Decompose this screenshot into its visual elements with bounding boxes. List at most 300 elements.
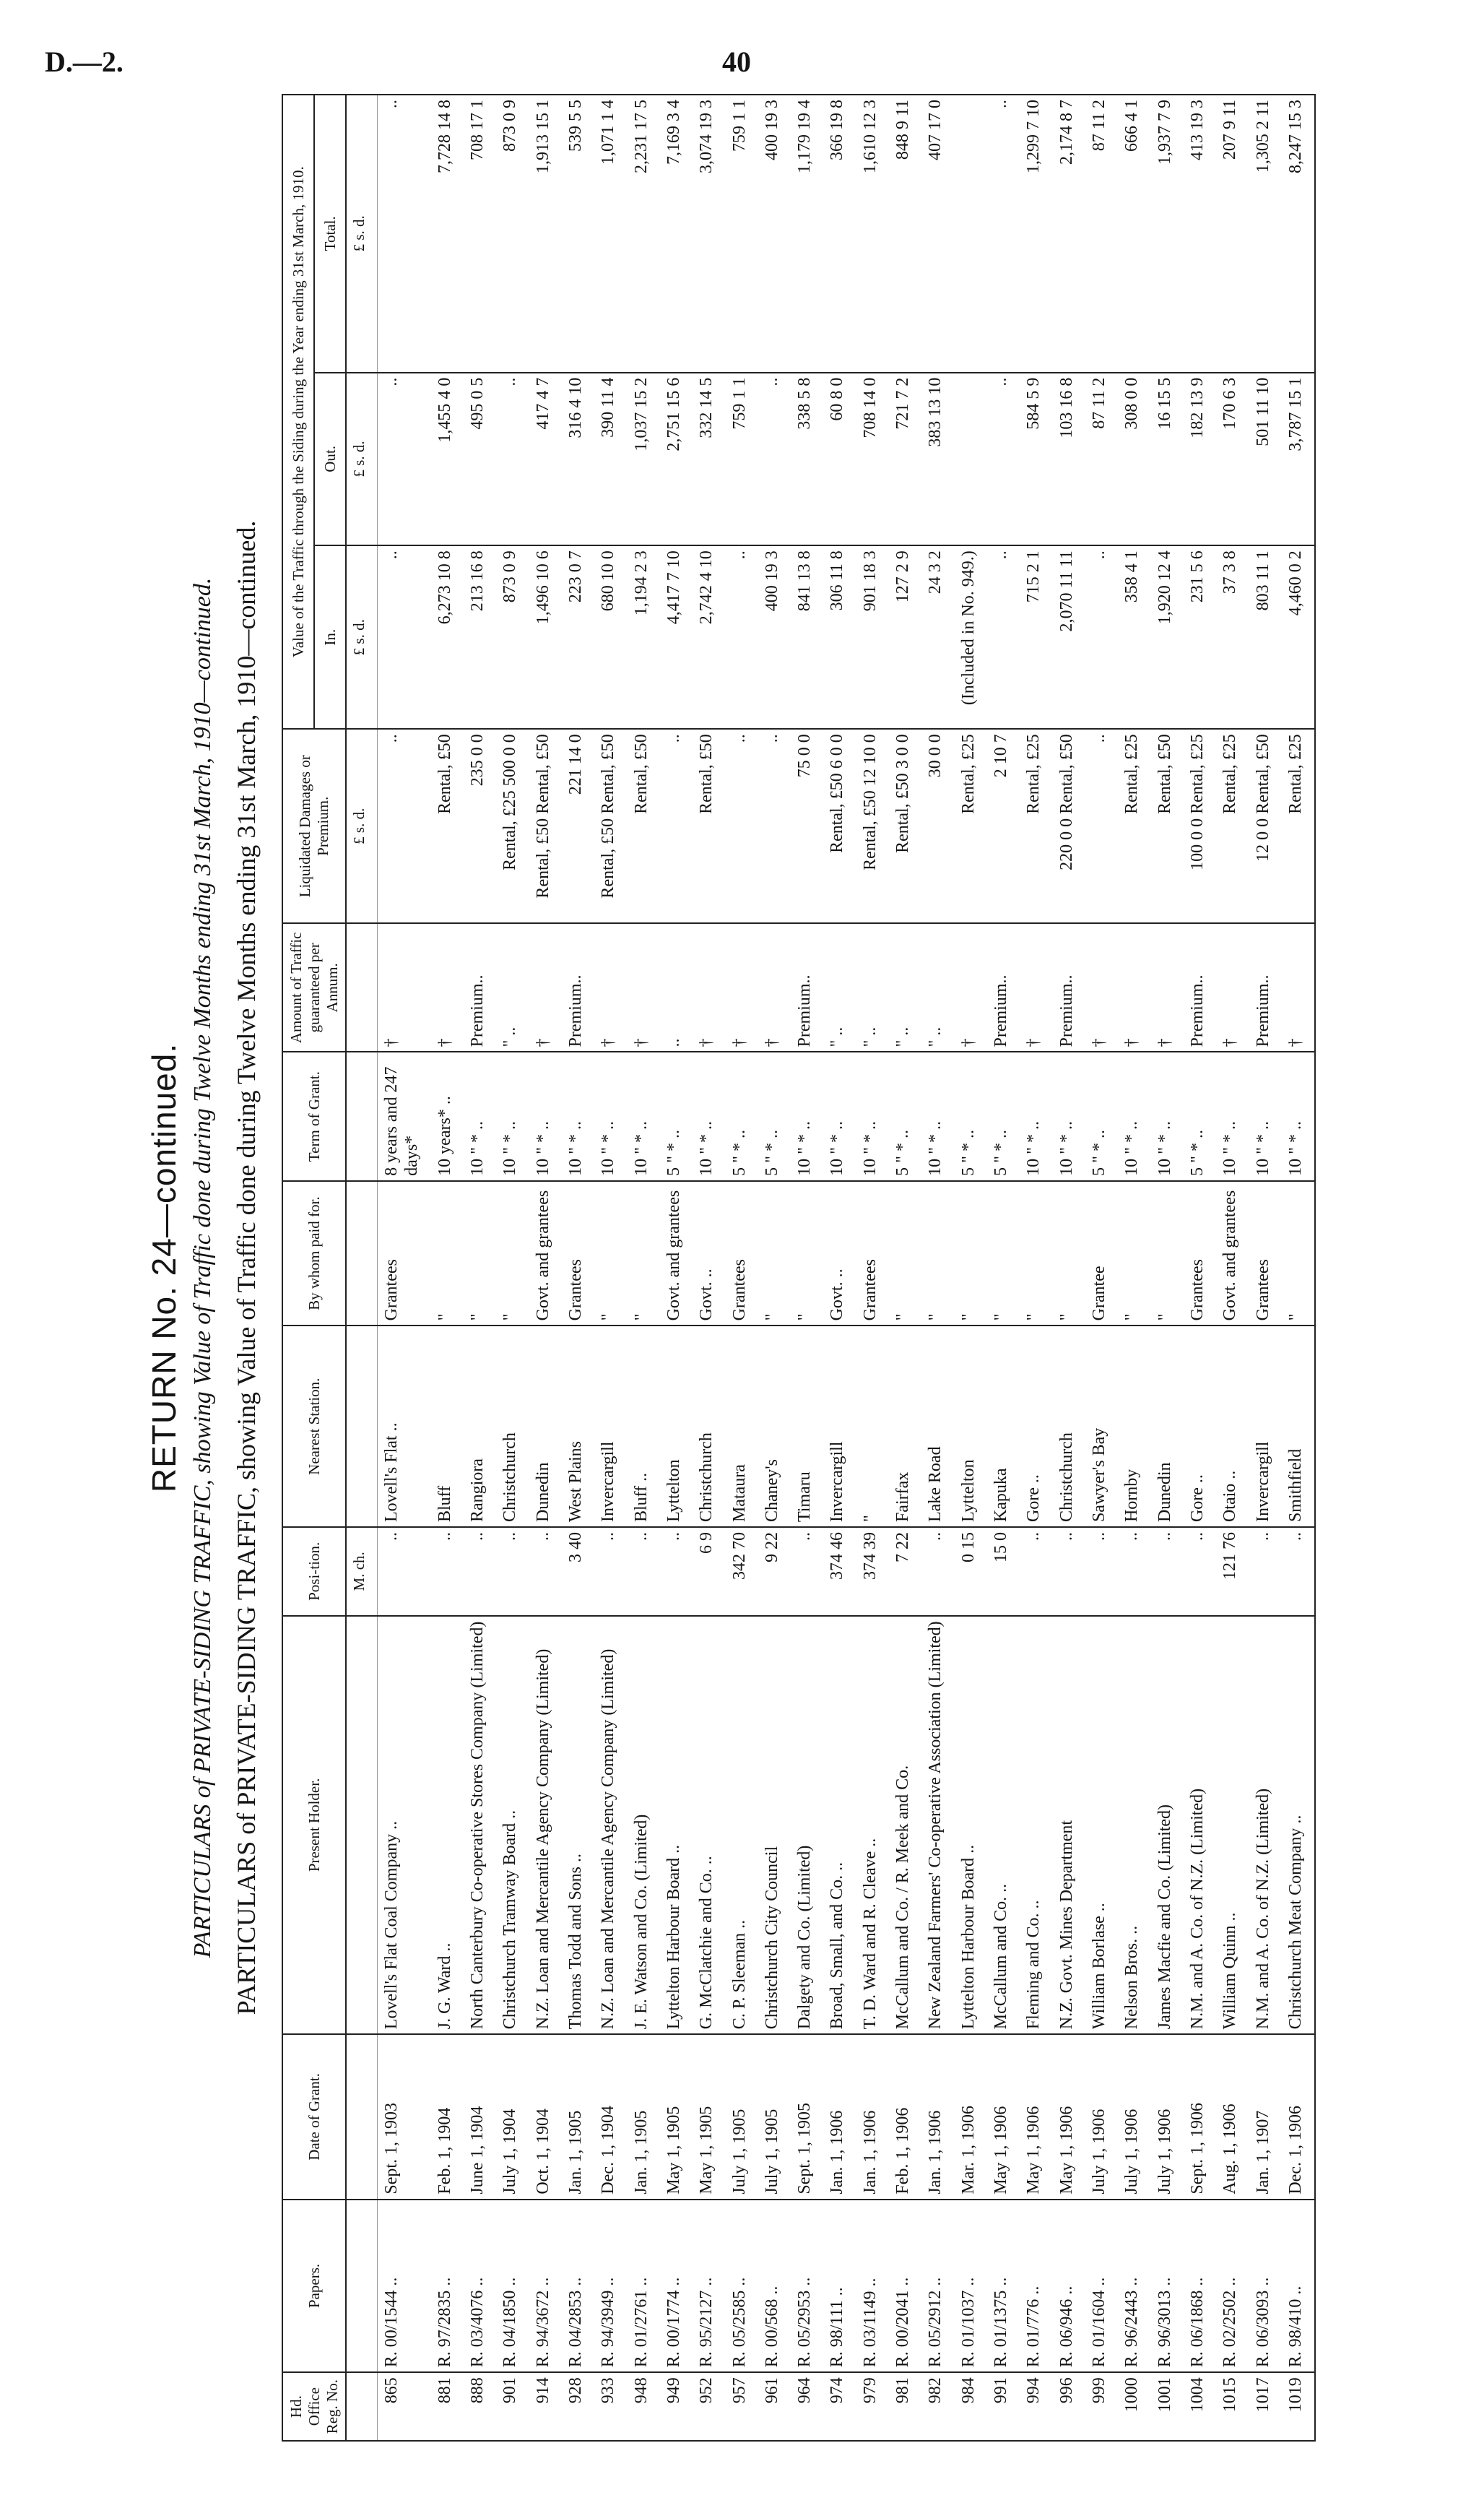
cell-guaranteed: Premium.. xyxy=(791,923,823,1052)
cell-term: 8 years and 247 days* xyxy=(378,1052,431,1181)
col-term: Term of Grant. xyxy=(282,1052,346,1181)
cell-damages: Rental, £50 xyxy=(693,729,725,923)
cell-damages: 2 10 7 xyxy=(987,729,1020,923)
cell-position: .. xyxy=(1282,1527,1315,1616)
cell-paid-by: " xyxy=(464,1181,496,1326)
cell-value-out: 721 7 2 xyxy=(889,373,921,546)
table-row xyxy=(562,95,594,2441)
cell-station: " xyxy=(856,1326,889,1527)
cell-reg-no: 999 xyxy=(1085,2372,1118,2441)
cell-reg-no: 888 xyxy=(464,2372,496,2441)
cell-holder: Fleming and Co. .. xyxy=(1020,1616,1052,2035)
cell-papers: R. 01/1375 .. xyxy=(987,2200,1020,2373)
cell-value-out: 495 0 5 xyxy=(464,373,496,546)
cell-guaranteed: Premium.. xyxy=(464,923,496,1052)
cell-term: 10 " * .. xyxy=(529,1052,562,1181)
cell-reg-no: 981 xyxy=(889,2372,921,2441)
col-out: Out. xyxy=(314,373,346,546)
cell-term: 10 " * .. xyxy=(1249,1052,1282,1181)
cell-guaranteed: " .. xyxy=(889,923,921,1052)
cell-paid-by: " xyxy=(1053,1181,1085,1326)
cell-papers: R. 01/1604 .. xyxy=(1085,2200,1118,2373)
cell-value-out: 1,455 4 0 xyxy=(431,373,464,546)
page-series-label: D.—2. xyxy=(45,46,123,78)
cell-value-total: 2,174 8 7 xyxy=(1053,95,1085,373)
cell-position: .. xyxy=(431,1527,464,1616)
cell-position: .. xyxy=(1151,1527,1184,1616)
cell-holder: James Macfie and Co. (Limited) xyxy=(1151,1616,1184,2035)
cell-holder: G. McClatchie and Co. .. xyxy=(693,1616,725,2035)
cell-guaranteed: " .. xyxy=(496,923,529,1052)
cell-damages: Rental, £25 500 0 0 xyxy=(496,729,529,923)
cell-reg-no: 952 xyxy=(693,2372,725,2441)
cell-date: Aug. 1, 1906 xyxy=(1216,2034,1249,2199)
cell-damages: 235 0 0 xyxy=(464,729,496,923)
rotated-page-body xyxy=(144,94,1430,2442)
cell-reg-no: 984 xyxy=(955,2372,987,2441)
col-papers: Papers. xyxy=(282,2200,346,2373)
cell-station: Christchurch xyxy=(496,1326,529,1527)
cell-damages: .. xyxy=(758,729,791,923)
table-body xyxy=(346,95,1315,2441)
table-row xyxy=(529,95,562,2441)
cell-reg-no: 933 xyxy=(594,2372,627,2441)
cell-date: Jan. 1, 1906 xyxy=(823,2034,856,2199)
cell-paid-by: Grantees xyxy=(1249,1181,1282,1326)
cell-position: .. xyxy=(1184,1527,1216,1616)
cell-holder: North Canterbury Co-operative Stores Company (Limited) xyxy=(464,1616,496,2035)
cell-papers: R. 96/2443 .. xyxy=(1118,2200,1150,2373)
cell-station: Bluff xyxy=(431,1326,464,1527)
cell-holder: McCallum and Co. / R. Meek and Co. xyxy=(889,1616,921,2035)
col-position: Posi-tion. xyxy=(282,1527,346,1616)
cell-guaranteed: " .. xyxy=(823,923,856,1052)
cell-value-in: 2,742 4 10 xyxy=(693,545,725,729)
cell-date: Feb. 1, 1904 xyxy=(431,2034,464,2199)
table-row xyxy=(660,95,693,2441)
cell-date: Jan. 1, 1907 xyxy=(1249,2034,1282,2199)
table-row xyxy=(791,95,823,2441)
cell-paid-by: Grantees xyxy=(1184,1181,1216,1326)
cell-date: Sept. 1, 1905 xyxy=(791,2034,823,2199)
cell-position: 0 15 xyxy=(955,1527,987,1616)
cell-value-out: 332 14 5 xyxy=(693,373,725,546)
cell-value-out: 338 5 8 xyxy=(791,373,823,546)
col-station: Nearest Station. xyxy=(282,1326,346,1527)
cell-holder: C. P. Sleeman .. xyxy=(726,1616,758,2035)
cell-value-in: 680 10 0 xyxy=(594,545,627,729)
unit-out: £ s. d. xyxy=(346,373,377,546)
cell-value-out: 16 15 5 xyxy=(1151,373,1184,546)
table-row xyxy=(856,95,889,2441)
cell-holder: William Quinn .. xyxy=(1216,1616,1249,2035)
cell-station: Lovell's Flat .. xyxy=(378,1326,431,1527)
cell-position: 6 9 xyxy=(693,1527,725,1616)
cell-value-total: 8,247 15 3 xyxy=(1282,95,1315,373)
cell-value-total: 366 19 8 xyxy=(823,95,856,373)
cell-paid-by: " xyxy=(955,1181,987,1326)
cell-paid-by: Grantees xyxy=(856,1181,889,1326)
cell-damages: 220 0 0 Rental, £50 xyxy=(1053,729,1085,923)
cell-papers: R. 00/1544 .. xyxy=(378,2200,431,2373)
cell-date: July 1, 1906 xyxy=(1118,2034,1150,2199)
cell-value-in: 1,920 12 4 xyxy=(1151,545,1184,729)
cell-value-in: 24 3 2 xyxy=(921,545,954,729)
cell-guaranteed: Premium.. xyxy=(1053,923,1085,1052)
cell-damages: Rental, £50 xyxy=(431,729,464,923)
cell-value-in: 2,070 11 11 xyxy=(1053,545,1085,729)
cell-value-out: 390 11 4 xyxy=(594,373,627,546)
cell-value-out: 2,751 15 6 xyxy=(660,373,693,546)
cell-value-in: 37 3 8 xyxy=(1216,545,1249,729)
cell-papers: R. 05/2912 .. xyxy=(921,2200,954,2373)
cell-paid-by: " xyxy=(431,1181,464,1326)
cell-value-total: 1,610 12 3 xyxy=(856,95,889,373)
cell-value-out: 170 6 3 xyxy=(1216,373,1249,546)
cell-paid-by: " xyxy=(921,1181,954,1326)
cell-damages: 30 0 0 xyxy=(921,729,954,923)
cell-date: Oct. 1, 1904 xyxy=(529,2034,562,2199)
cell-term: 5 " * .. xyxy=(758,1052,791,1181)
cell-date: May 1, 1906 xyxy=(987,2034,1020,2199)
cell-date: Feb. 1, 1906 xyxy=(889,2034,921,2199)
table-row xyxy=(693,95,725,2441)
cell-station: Lake Road xyxy=(921,1326,954,1527)
cell-paid-by: Govt. and grantees xyxy=(529,1181,562,1326)
col-reg-no: Hd. Office Reg. No. xyxy=(282,2372,346,2441)
cell-position: .. xyxy=(594,1527,627,1616)
cell-position: 9 22 xyxy=(758,1527,791,1616)
table-row xyxy=(594,95,627,2441)
cell-papers: R. 00/1774 .. xyxy=(660,2200,693,2373)
cell-reg-no: 948 xyxy=(628,2372,660,2441)
cell-holder: N.Z. Govt. Mines Department xyxy=(1053,1616,1085,2035)
cell-papers: R. 06/1868 .. xyxy=(1184,2200,1216,2373)
cell-value-out: .. xyxy=(987,373,1020,546)
cell-damages: Rental, £50 Rental, £50 xyxy=(529,729,562,923)
cell-value-in: .. xyxy=(726,545,758,729)
cell-value-in: 873 0 9 xyxy=(496,545,529,729)
cell-paid-by: Govt. .. xyxy=(693,1181,725,1326)
cell-value-total: 1,299 7 10 xyxy=(1020,95,1052,373)
cell-guaranteed: Premium.. xyxy=(1184,923,1216,1052)
cell-date: May 1, 1905 xyxy=(693,2034,725,2199)
cell-damages: Rental, £50 xyxy=(628,729,660,923)
unit-total: £ s. d. xyxy=(346,95,377,373)
cell-reg-no: 982 xyxy=(921,2372,954,2441)
cell-value-out: 417 4 7 xyxy=(529,373,562,546)
cell-damages: Rental, £25 xyxy=(1020,729,1052,923)
table-row xyxy=(628,95,660,2441)
cell-value-out: 103 16 8 xyxy=(1053,373,1085,546)
cell-guaranteed: † xyxy=(1118,923,1150,1052)
cell-term: 5 " * .. xyxy=(660,1052,693,1181)
cell-value-out: 316 4 10 xyxy=(562,373,594,546)
cell-papers: R. 02/2502 .. xyxy=(1216,2200,1249,2373)
cell-position: .. xyxy=(791,1527,823,1616)
cell-date: Jan. 1, 1906 xyxy=(921,2034,954,2199)
cell-guaranteed: † xyxy=(693,923,725,1052)
cell-guaranteed: † xyxy=(1282,923,1315,1052)
cell-papers: R. 97/2835 .. xyxy=(431,2200,464,2373)
cell-value-total: 759 1 1 xyxy=(726,95,758,373)
cell-date: July 1, 1905 xyxy=(758,2034,791,2199)
cell-guaranteed: Premium.. xyxy=(987,923,1020,1052)
cell-position: 342 70 xyxy=(726,1527,758,1616)
cell-guaranteed: " .. xyxy=(921,923,954,1052)
cell-holder: Dalgety and Co. (Limited) xyxy=(791,1616,823,2035)
cell-papers: R. 94/3949 .. xyxy=(594,2200,627,2373)
cell-guaranteed: † xyxy=(955,923,987,1052)
cell-term: 5 " * .. xyxy=(889,1052,921,1181)
cell-papers: R. 94/3672 .. xyxy=(529,2200,562,2373)
table-row xyxy=(726,95,758,2441)
cell-value-total: 2,231 17 5 xyxy=(628,95,660,373)
cell-value-in: 715 2 1 xyxy=(1020,545,1052,729)
cell-paid-by: Govt. and grantees xyxy=(660,1181,693,1326)
cell-position: .. xyxy=(464,1527,496,1616)
cell-guaranteed: .. xyxy=(660,923,693,1052)
cell-date: May 1, 1905 xyxy=(660,2034,693,2199)
cell-guaranteed: † xyxy=(529,923,562,1052)
cell-reg-no: 979 xyxy=(856,2372,889,2441)
cell-value-in: 1,496 10 6 xyxy=(529,545,562,729)
cell-guaranteed: † xyxy=(594,923,627,1052)
cell-papers: R. 03/1149 .. xyxy=(856,2200,889,2373)
table-row xyxy=(1053,95,1085,2441)
cell-reg-no: 865 xyxy=(378,2372,431,2441)
cell-value-total: .. xyxy=(987,95,1020,373)
cell-reg-no: 974 xyxy=(823,2372,856,2441)
cell-value-total: 1,305 2 11 xyxy=(1249,95,1282,373)
cell-guaranteed: † xyxy=(726,923,758,1052)
cell-position: 15 0 xyxy=(987,1527,1020,1616)
cell-damages: Rental, £25 xyxy=(1282,729,1315,923)
cell-term: 10 " * .. xyxy=(921,1052,954,1181)
cell-value-in: 306 11 8 xyxy=(823,545,856,729)
cell-paid-by: " xyxy=(791,1181,823,1326)
cell-value-out xyxy=(955,373,987,546)
cell-papers: R. 98/410 .. xyxy=(1282,2200,1315,2373)
cell-damages: Rental, £50 xyxy=(1151,729,1184,923)
cell-reg-no: 991 xyxy=(987,2372,1020,2441)
cell-position: .. xyxy=(1249,1527,1282,1616)
cell-paid-by: " xyxy=(496,1181,529,1326)
cell-station: Dunedin xyxy=(529,1326,562,1527)
cell-position: .. xyxy=(496,1527,529,1616)
cell-value-in: 231 5 6 xyxy=(1184,545,1216,729)
cell-guaranteed: † xyxy=(431,923,464,1052)
units-row xyxy=(346,95,377,2441)
table-row xyxy=(921,95,954,2441)
cell-station: Christchurch xyxy=(1053,1326,1085,1527)
cell-value-out: 308 0 0 xyxy=(1118,373,1150,546)
col-holder: Present Holder. xyxy=(282,1616,346,2035)
cell-holder: J. G. Ward .. xyxy=(431,1616,464,2035)
cell-value-total: 1,937 7 9 xyxy=(1151,95,1184,373)
cell-value-total: 207 9 11 xyxy=(1216,95,1249,373)
cell-guaranteed: Premium.. xyxy=(562,923,594,1052)
cell-reg-no: 1015 xyxy=(1216,2372,1249,2441)
col-paid-by: By whom paid for. xyxy=(282,1181,346,1326)
cell-value-out: .. xyxy=(496,373,529,546)
cell-position: 3 40 xyxy=(562,1527,594,1616)
cell-station: Lyttelton xyxy=(660,1326,693,1527)
cell-damages: .. xyxy=(726,729,758,923)
cell-value-in: 1,194 2 3 xyxy=(628,545,660,729)
cell-reg-no: 1004 xyxy=(1184,2372,1216,2441)
unit-in: £ s. d. xyxy=(346,545,377,729)
cell-papers: R. 96/3013 .. xyxy=(1151,2200,1184,2373)
cell-reg-no: 1017 xyxy=(1249,2372,1282,2441)
cell-holder: N.M. and A. Co. of N.Z. (Limited) xyxy=(1184,1616,1216,2035)
cell-papers: R. 04/1850 .. xyxy=(496,2200,529,2373)
cell-value-in: (Included in No. 949.) xyxy=(955,545,987,729)
cell-value-out: 182 13 9 xyxy=(1184,373,1216,546)
cell-term: 10 " * .. xyxy=(1020,1052,1052,1181)
cell-reg-no: 949 xyxy=(660,2372,693,2441)
cell-date: Jan. 1, 1905 xyxy=(628,2034,660,2199)
cell-papers: R. 05/2585 .. xyxy=(726,2200,758,2373)
cell-damages: .. xyxy=(660,729,693,923)
cell-value-out: .. xyxy=(378,373,431,546)
cell-paid-by: Govt. .. xyxy=(823,1181,856,1326)
cell-value-out: 1,037 15 2 xyxy=(628,373,660,546)
cell-term: 10 " * .. xyxy=(1118,1052,1150,1181)
cell-date: July 1, 1906 xyxy=(1151,2034,1184,2199)
cell-paid-by: Grantee xyxy=(1085,1181,1118,1326)
cell-damages: Rental, £25 xyxy=(1216,729,1249,923)
cell-value-in: 841 13 8 xyxy=(791,545,823,729)
cell-reg-no: 957 xyxy=(726,2372,758,2441)
page-number: 40 xyxy=(722,46,751,78)
cell-station: Hornby xyxy=(1118,1326,1150,1527)
cell-value-total: 87 11 2 xyxy=(1085,95,1118,373)
cell-value-total: 1,179 19 4 xyxy=(791,95,823,373)
cell-value-total: 3,074 19 3 xyxy=(693,95,725,373)
cell-reg-no: 1000 xyxy=(1118,2372,1150,2441)
cell-date: Jan. 1, 1905 xyxy=(562,2034,594,2199)
cell-term: 10 " * .. xyxy=(1282,1052,1315,1181)
cell-station: Christchurch xyxy=(693,1326,725,1527)
cell-damages: Rental, £50 6 0 0 xyxy=(823,729,856,923)
cell-guaranteed: † xyxy=(1020,923,1052,1052)
cell-holder: Thomas Todd and Sons .. xyxy=(562,1616,594,2035)
cell-holder: McCallum and Co. .. xyxy=(987,1616,1020,2035)
cell-station: Sawyer's Bay xyxy=(1085,1326,1118,1527)
cell-term: 10 " * .. xyxy=(791,1052,823,1181)
cell-station: Rangiora xyxy=(464,1326,496,1527)
cell-station: Fairfax xyxy=(889,1326,921,1527)
table-row xyxy=(1020,95,1052,2441)
cell-date: Dec. 1, 1906 xyxy=(1282,2034,1315,2199)
cell-reg-no: 881 xyxy=(431,2372,464,2441)
table-row xyxy=(464,95,496,2441)
unit-position: M. ch. xyxy=(346,1527,377,1616)
table-row xyxy=(1249,95,1282,2441)
col-in: In. xyxy=(314,545,346,729)
cell-paid-by: " xyxy=(1118,1181,1150,1326)
cell-guaranteed: † xyxy=(1151,923,1184,1052)
cell-holder: T. D. Ward and R. Cleave .. xyxy=(856,1616,889,2035)
cell-reg-no: 1001 xyxy=(1151,2372,1184,2441)
cell-value-total: 539 5 5 xyxy=(562,95,594,373)
cell-paid-by: " xyxy=(1020,1181,1052,1326)
cell-papers: R. 01/2761 .. xyxy=(628,2200,660,2373)
cell-date: Sept. 1, 1903 xyxy=(378,2034,431,2199)
cell-papers: R. 04/2853 .. xyxy=(562,2200,594,2373)
cell-term: 10 " * .. xyxy=(856,1052,889,1181)
cell-paid-by: " xyxy=(628,1181,660,1326)
cell-value-total: 873 0 9 xyxy=(496,95,529,373)
cell-value-in: 901 18 3 xyxy=(856,545,889,729)
cell-papers: R. 03/4076 .. xyxy=(464,2200,496,2373)
cell-paid-by: Grantees xyxy=(562,1181,594,1326)
cell-term: 10 " * .. xyxy=(693,1052,725,1181)
cell-value-total: 407 17 0 xyxy=(921,95,954,373)
cell-date: May 1, 1906 xyxy=(1020,2034,1052,2199)
cell-holder: Lovell's Flat Coal Company .. xyxy=(378,1616,431,2035)
cell-term: 5 " * .. xyxy=(1184,1052,1216,1181)
cell-guaranteed: † xyxy=(378,923,431,1052)
cell-holder: J. E. Watson and Co. (Limited) xyxy=(628,1616,660,2035)
cell-reg-no: 964 xyxy=(791,2372,823,2441)
cell-reg-no: 961 xyxy=(758,2372,791,2441)
table-row xyxy=(955,95,987,2441)
cell-value-in: 4,417 7 10 xyxy=(660,545,693,729)
cell-holder: Lyttelton Harbour Board .. xyxy=(955,1616,987,2035)
cell-paid-by: " xyxy=(987,1181,1020,1326)
cell-station: Mataura xyxy=(726,1326,758,1527)
cell-reg-no: 901 xyxy=(496,2372,529,2441)
cell-position: 121 76 xyxy=(1216,1527,1249,1616)
cell-value-in: 358 4 1 xyxy=(1118,545,1150,729)
cell-paid-by: " xyxy=(889,1181,921,1326)
cell-holder: Christchurch Tramway Board .. xyxy=(496,1616,529,2035)
cell-holder: Christchurch Meat Company .. xyxy=(1282,1616,1315,2035)
cell-value-out: 383 13 10 xyxy=(921,373,954,546)
cell-damages: 12 0 0 Rental, £50 xyxy=(1249,729,1282,923)
cell-station: Chaney's xyxy=(758,1326,791,1527)
cell-paid-by: " xyxy=(1151,1181,1184,1326)
cell-station: Bluff .. xyxy=(628,1326,660,1527)
return-title: RETURN No. 24—continued. xyxy=(145,1042,183,1493)
cell-papers: R. 01/776 .. xyxy=(1020,2200,1052,2373)
cell-value-out: 501 11 10 xyxy=(1249,373,1282,546)
cell-term: 10 " * .. xyxy=(628,1052,660,1181)
cell-guaranteed: † xyxy=(628,923,660,1052)
cell-damages: Rental, £50 3 0 0 xyxy=(889,729,921,923)
cell-holder: New Zealand Farmers' Co-operative Association (Limited) xyxy=(921,1616,954,2035)
cell-date: June 1, 1904 xyxy=(464,2034,496,2199)
cell-value-total: 400 19 3 xyxy=(758,95,791,373)
cell-station: Invercargill xyxy=(594,1326,627,1527)
cell-term: 10 " * .. xyxy=(464,1052,496,1181)
cell-damages: Rental, £25 xyxy=(955,729,987,923)
cell-paid-by: Grantees xyxy=(726,1181,758,1326)
table-row xyxy=(889,95,921,2441)
header-row xyxy=(282,95,314,2441)
table-row xyxy=(496,95,529,2441)
cell-station: Otaio .. xyxy=(1216,1326,1249,1527)
cell-position: .. xyxy=(921,1527,954,1616)
cell-papers: R. 01/1037 .. xyxy=(955,2200,987,2373)
cell-value-total: 1,913 15 1 xyxy=(529,95,562,373)
cell-paid-by: " xyxy=(594,1181,627,1326)
cell-damages: .. xyxy=(378,729,431,923)
cell-value-total xyxy=(955,95,987,373)
cell-value-in: 6,273 10 8 xyxy=(431,545,464,729)
